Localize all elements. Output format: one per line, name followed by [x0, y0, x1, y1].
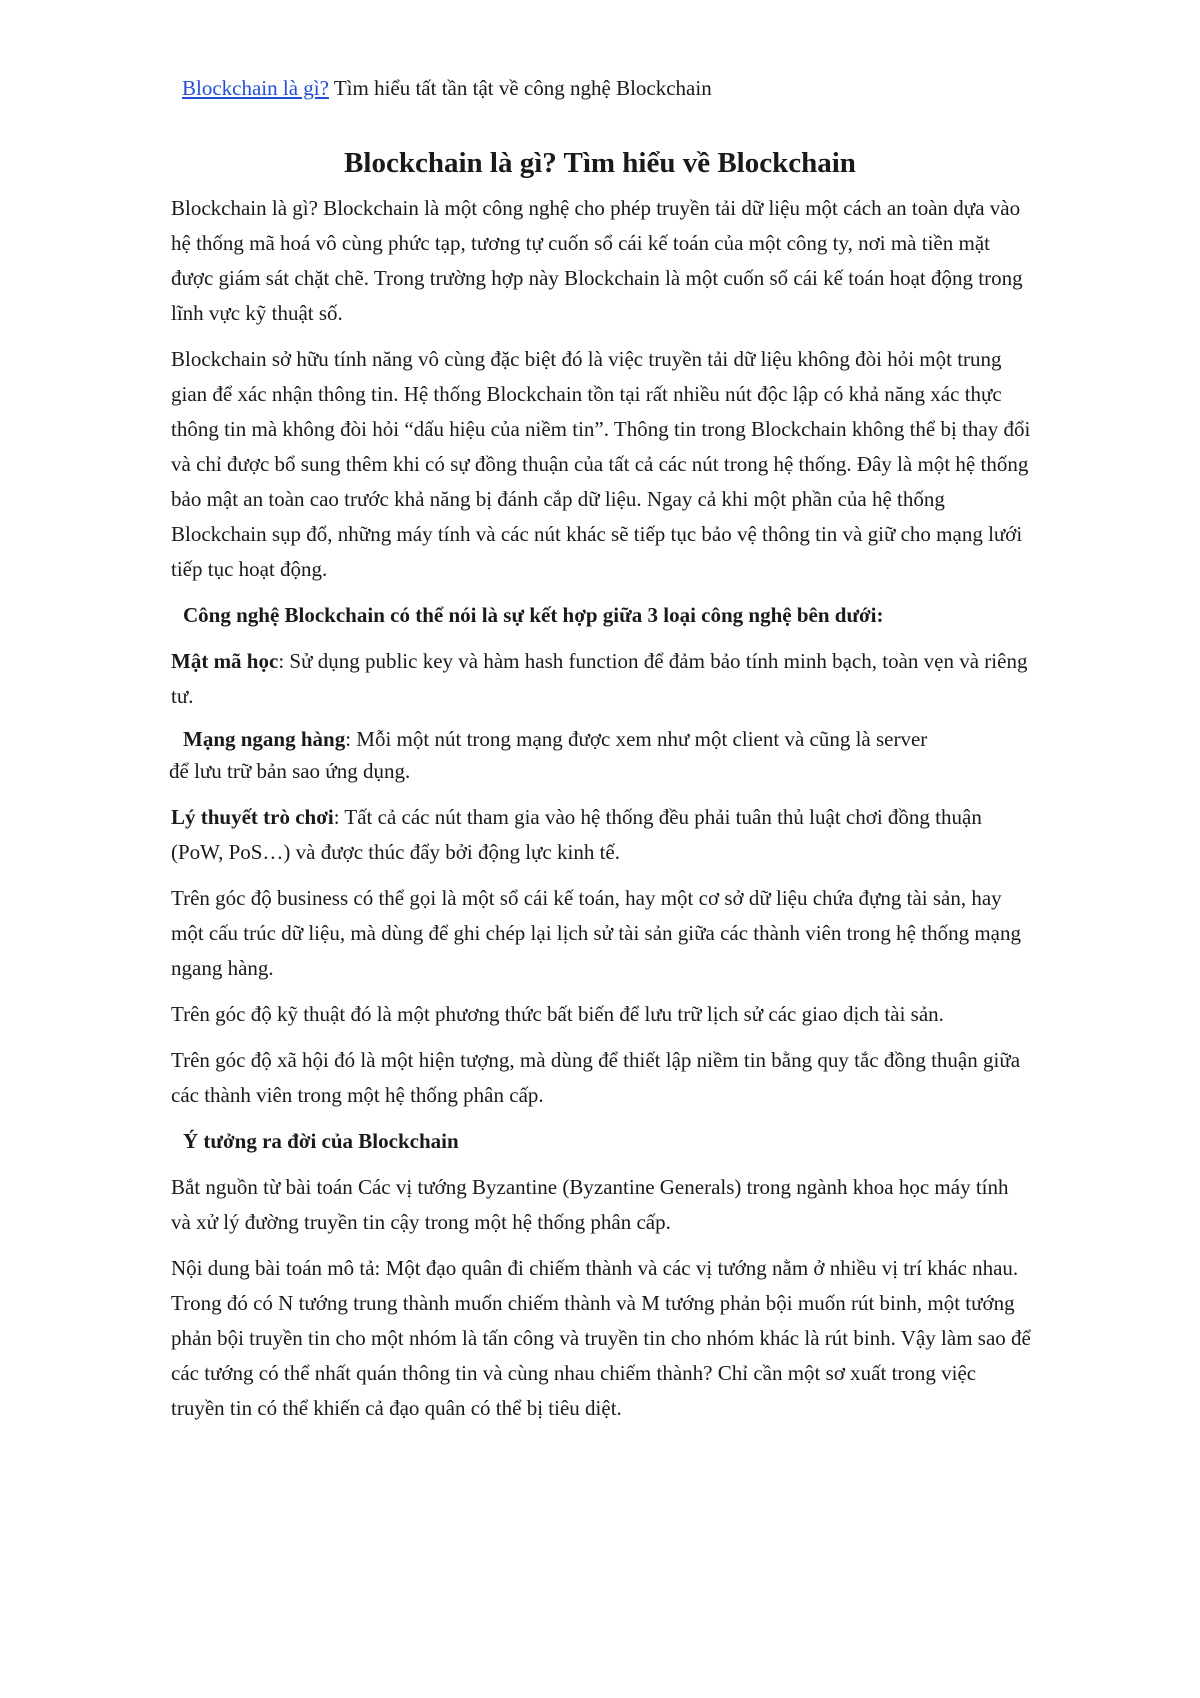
term-cryptography: Mật mã học: [171, 649, 279, 673]
paragraph-problem: Nội dung bài toán mô tả: Một đạo quân đi chiếm thành và các vị tướng nằm ở nhiều vị trí khác nhau. Trong đó có N tướng trung thành muốn chiếm thành và M tướng phản bội muốn rút binh, một tướng phản bội truyền tin cho một nhóm là tấn công và truyền tin cho nhóm khác là rút binh. Vậy làm sao để các tướng có thể nhất quán thông tin và cùng nhau chiếm thành? Chỉ cần một sơ xuất trong việc truyền tin có thể khiến cả đạo quân có thể bị tiêu diệt.: [171, 1256, 1031, 1420]
term-game-theory: Lý thuyết trò chơi: [171, 805, 334, 829]
header-line: [182, 74, 712, 102]
paragraph-technical: Trên góc độ kỹ thuật đó là một phương thức bất biến để lưu trữ lịch sử các giao dịch tài sản.: [171, 1002, 944, 1026]
paragraph-cryptography: [171, 644, 1031, 714]
paragraph-p2p: [171, 725, 1031, 754]
subheading-origin: Ý tưởng ra đời của Blockchain: [183, 1129, 459, 1153]
document-body: [171, 191, 1031, 1437]
paragraph-intro: Blockchain là gì? Blockchain là một công nghệ cho phép truyền tải dữ liệu một cách an toàn dựa vào hệ thống mã hoá vô cùng phức tạp, tương tự cuốn sổ cái kế toán của một công ty, nơi mà tiền mặt được giám sát chặt chẽ. Trong trường hợp này Blockchain là một cuốn sổ cái kế toán hoạt động trong lĩnh vực kỹ thuật số.: [171, 196, 1023, 325]
header-link[interactable]: Blockchain là gì?: [182, 76, 329, 100]
paragraph-game-theory: [171, 800, 1031, 870]
text-game-theory: : Tất cả các nút tham gia vào hệ thống đều phải tuân thủ luật chơi đồng thuận (PoW, PoS…) và được thúc đẩy bởi động lực kinh tế.: [171, 805, 982, 864]
paragraph-business: Trên góc độ business có thể gọi là một sổ cái kế toán, hay một cơ sở dữ liệu chứa đựng tài sản, hay một cấu trúc dữ liệu, mà dùng để ghi chép lại lịch sử tài sản giữa các thành viên trong hệ thống mạng ngang hàng.: [171, 886, 1021, 980]
term-p2p: Mạng ngang hàng: [183, 727, 346, 751]
text-cryptography: : Sử dụng public key và hàm hash function để đảm bảo tính minh bạch, toàn vẹn và riêng tư.: [171, 649, 1028, 708]
paragraph-social: Trên góc độ xã hội đó là một hiện tượng, mà dùng để thiết lập niềm tin bằng quy tắc đồng thuận giữa các thành viên trong một hệ thống phân cấp.: [171, 1048, 1021, 1107]
paragraph-features: Blockchain sở hữu tính năng vô cùng đặc biệt đó là việc truyền tải dữ liệu không đòi hỏi một trung gian để xác nhận thông tin. Hệ thống Blockchain tồn tại rất nhiều nút độc lập có khả năng xác thực thông tin mà không đòi hỏi “dấu hiệu của niềm tin”. Thông tin trong Blockchain không thể bị thay đổi và chỉ được bổ sung thêm khi có sự đồng thuận của tất cả các nút trong hệ thống. Đây là một hệ thống bảo mật an toàn cao trước khả năng bị đánh cắp dữ liệu. Ngay cả khi một phần của hệ thống Blockchain sụp đổ, những máy tính và các nút khác sẽ tiếp tục bảo vệ thông tin và giữ cho mạng lưới tiếp tục hoạt động.: [171, 347, 1031, 581]
subheading-technologies: Công nghệ Blockchain có thể nói là sự kết hợp giữa 3 loại công nghệ bên dưới:: [183, 603, 884, 627]
header-text: Tìm hiểu tất tần tật về công nghệ Blockchain: [328, 76, 712, 100]
paragraph-origin: Bắt nguồn từ bài toán Các vị tướng Byzantine (Byzantine Generals) trong ngành khoa học máy tính và xử lý đường truyền tin cậy trong một hệ thống phân cấp.: [171, 1175, 1009, 1234]
paragraph-p2p-continuation: để lưu trữ bản sao ứng dụng.: [169, 759, 411, 783]
text-p2p: : Mỗi một nút trong mạng được xem như một client và cũng là server: [345, 727, 928, 751]
page-title: Blockchain là gì? Tìm hiểu về Blockchain: [344, 147, 856, 179]
